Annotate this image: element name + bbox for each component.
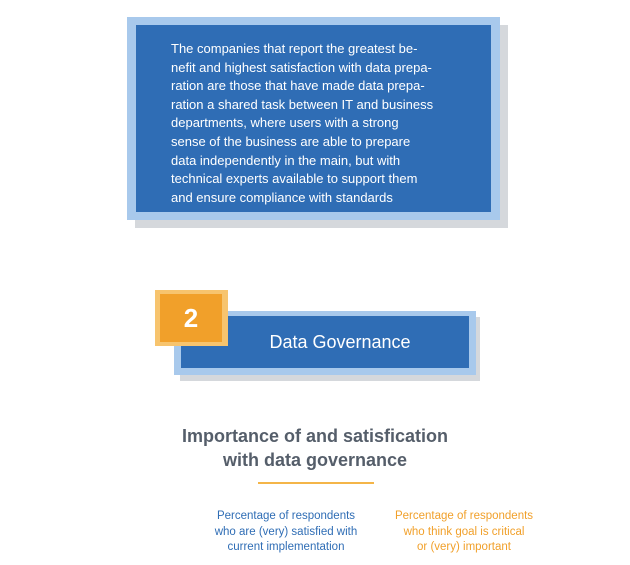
quote-line: The companies that report the greatest be- <box>171 41 418 56</box>
legend-satisfied-line: Percentage of respondents <box>216 510 356 522</box>
section-title: Data Governance <box>269 332 411 352</box>
legend-satisfied <box>196 509 376 556</box>
legend-satisfied-line: who are (very) satisfied with <box>214 525 358 538</box>
legend-important-line: who think goal is critical <box>403 525 525 538</box>
quote-line: and ensure compliance with standards <box>171 189 393 205</box>
legend-important-line: or (very) important <box>417 541 511 553</box>
chart-heading-line-1: Importance of and satisfication <box>181 426 449 446</box>
chart-heading-line-2: with data governance <box>222 450 408 470</box>
quote-line: sense of the business are able to prepare <box>171 133 411 149</box>
quote-line: technical experts available to support them <box>171 171 418 187</box>
quote-line: departments, where users with a strong <box>171 115 399 131</box>
quote-line: ration are those that have made data prepa- <box>171 78 425 94</box>
quote-line: nefit and highest satisfaction with data prepa- <box>171 59 432 75</box>
legend-satisfied-line: current implementation <box>227 541 345 553</box>
section-number-badge: 2 <box>160 294 222 342</box>
quote-line: ration a shared task between IT and business <box>171 96 434 112</box>
quote-text <box>171 40 471 207</box>
legend-important <box>376 509 552 556</box>
quote-line: data independently in the main, but with <box>171 152 401 168</box>
heading-divider <box>258 482 374 484</box>
chart-heading <box>150 424 480 472</box>
legend-important-line: Percentage of respondents <box>394 510 534 522</box>
